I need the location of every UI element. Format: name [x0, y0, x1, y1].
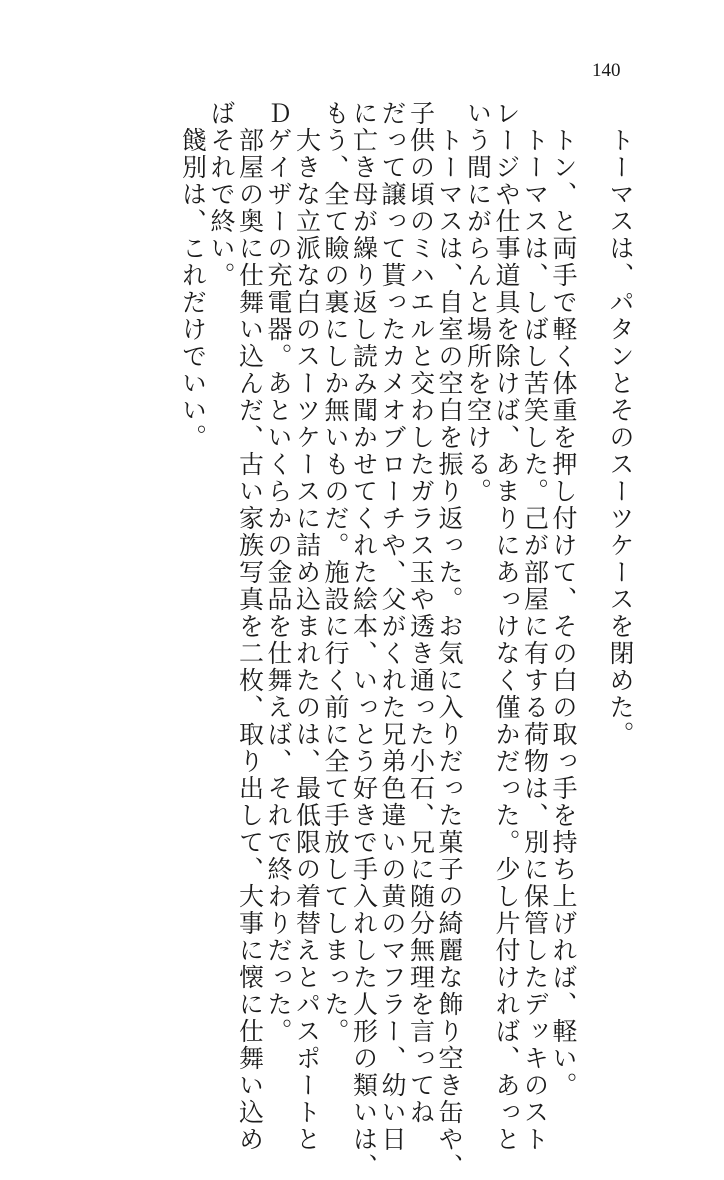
text-line: Ｄゲイザーの充電器。あといくらかの金品を仕舞えば、それで終わりだった。: [264, 100, 293, 1045]
text-line: に亡き母が繰り返し読み聞かせてくれた絵本、いっとう好きで手入れした人形の類いは、: [349, 100, 379, 1180]
text-line: ばそれで終い。: [207, 100, 236, 289]
text-line: だって譲って貰ったカメオブローチや、父がくれた兄弟色違いの黄のマフラー、幼い日: [378, 100, 407, 1153]
body-text: [178, 100, 635, 1180]
text-line: 大きな立派な白のスーツケースに詰め込まれたのは、最低限の着替えとパスポートと: [292, 100, 322, 1153]
text-line: [577, 100, 606, 980]
page-number: 140: [592, 60, 621, 81]
text-line: もう、全て瞼の裏にしか無いものだ。施設に行く前に全て手放してしまった。: [321, 100, 350, 1045]
text-line: トーマスは、自室の空白を振り返った。お気に入りだった菓子の綺麗な飾り空き缶や、: [435, 100, 464, 1180]
text-line: 部屋の奥に仕舞い込んだ、古い家族写真を二枚、取り出して、大事に懐に仕舞い込め: [235, 100, 265, 1153]
text-line: トン、と両手で軽く体重を押し付けて、その白の取っ手を持ち上げれば、軽い。: [549, 100, 578, 1099]
text-line: いう間にがらんと場所を空ける。: [463, 100, 493, 505]
text-line: レージや仕事道具を除けば、あまりにあっけなく僅かだった。少し片付ければ、あっと: [492, 100, 521, 1153]
text-line: トーマスは、パタンとそのスーツケースを閉めた。: [606, 100, 635, 748]
text-line: トーマスは、しばし苦笑した。己が部屋に有する荷物は、別に保管したデッキのスト: [520, 100, 550, 1153]
text-line: 子供の頃のミハエルと交わしたガラス玉や透き通った小石、兄に随分無理を言ってね: [406, 100, 436, 1126]
text-line: 餞別は、これだけでいい。: [178, 100, 208, 451]
